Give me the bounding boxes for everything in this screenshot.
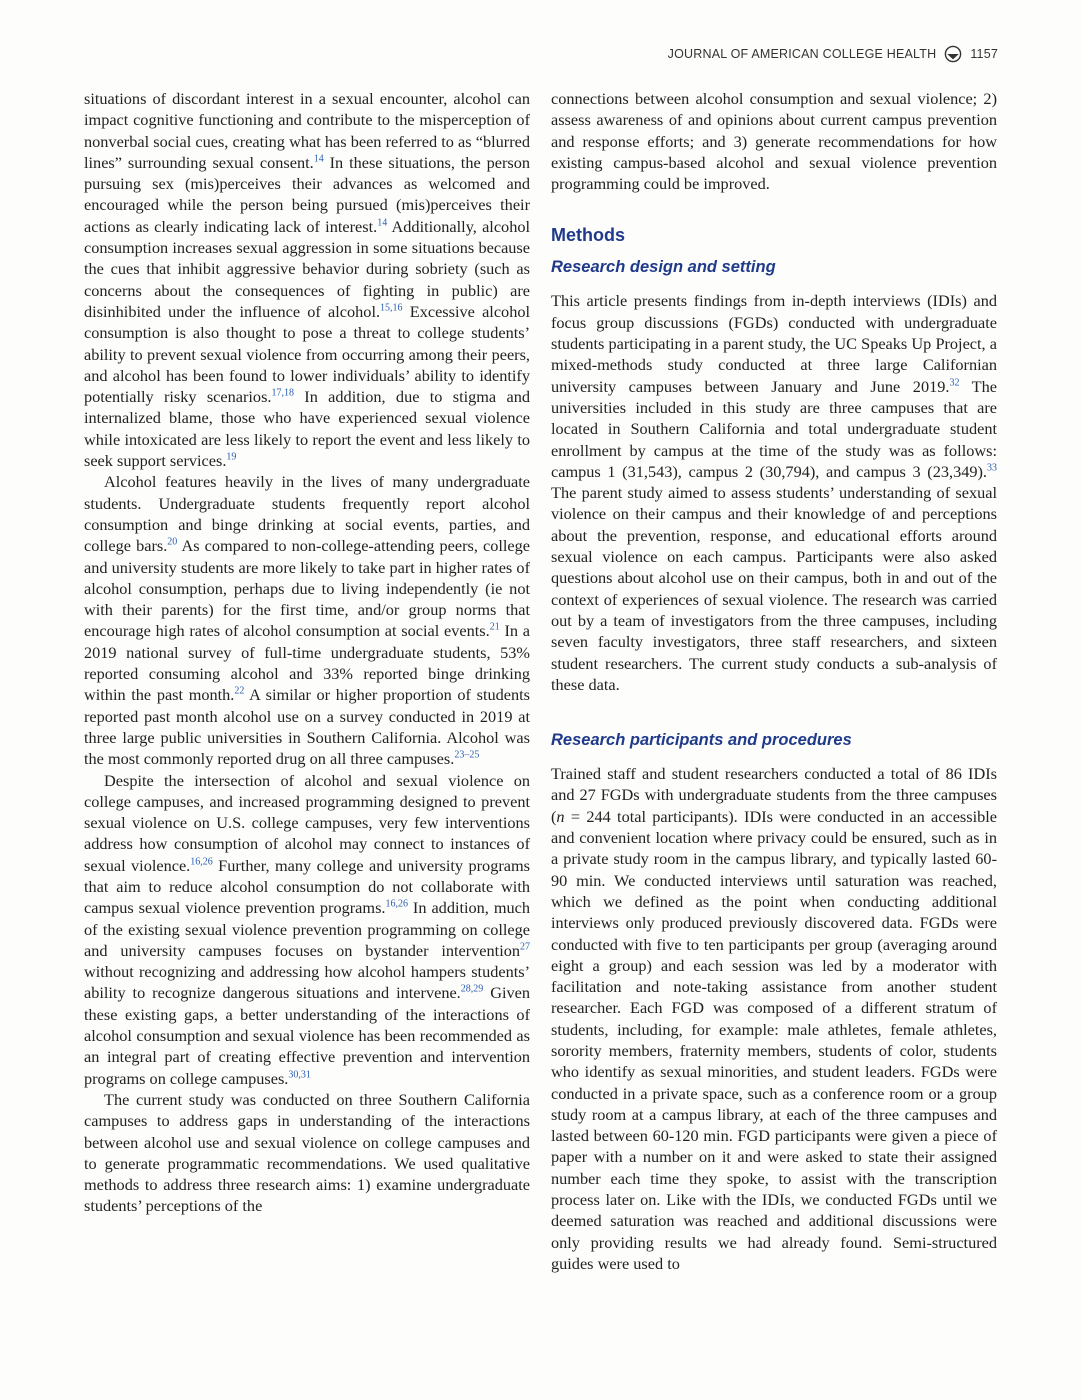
paragraph: Trained staff and student researchers conducted a total of 86 IDIs and 27 FGDs with undergraduate students from the three campuses (n = 244 total participants). IDIs were conducted in an accessible and convenient location where privacy could be ensured, such as in a private study room in the campus library, and typically lasted 60-90 min. We conducted interviews until saturation was reached, which we defined as the point when conducting additional interviews only produced previously discovered data. FGDs were conducted with five to ten participants per group (averaging around eight a group) and each session was led by a moderator with facilitation and note-taking assistance from another student researcher. Each FGD was composed of a different stratum of students, including, for example: male athletes, female athletes, sorority members, fraternity members, students of color, students who identify as sexual minorities, and student leaders. FGDs were conducted in a private space, such as a conference room or a group study room at a campus library, at each of the three campuses and lasted between 60-120 min. FGD participants were given a piece of paper with a number on it and were asked to state their assigned number each time they spoke, to assist with the transcription process later on. Like with the IDIs, we conducted FGDs until we deemed saturation was reached and additional discussions were only providing results we had already found. Semi-structured guides were used to [551, 764, 997, 1273]
citation-superscript[interactable]: 14 [313, 153, 324, 165]
journal-title: JOURNAL OF AMERICAN COLLEGE HEALTH [667, 47, 937, 61]
subsection-heading-design: Research design and setting [551, 258, 776, 277]
citation-superscript[interactable]: 19 [226, 451, 237, 463]
paragraph: This article presents findings from in-depth interviews (IDIs) and focus group discussions (FGDs) conducted with undergraduate students participating in a parent study, the UC Speaks Up Project, a mixed-methods study conducted at three large Californian university campuses between January and June 2019.32 The universities included in this study are three campuses that are located in Southern California and total undergraduate student enrollment by campus at the time of the study was as follows: campus 1 (31,543), campus 2 (30,794), and campus 3 (23,349).$^{33}$ The parent study aimed to assess students’ understanding of sexual violence on their campus and their knowledge of and perceptions about the prevention, response, and educational efforts around sexual violence on each campus. Participants were also asked questions about alcohol use on their campus, both in and out of the context of experiences of sexual violence. The research was carried out by a team of investigators from the three campuses, including seven faculty investigators, three staff researchers, and sixteen student researchers. The current study conducts a sub-analysis of these data. [551, 291, 997, 694]
citation-superscript[interactable]: 21 [489, 622, 500, 633]
left-column [84, 88, 530, 1217]
running-head [668, 44, 998, 64]
citation-superscript[interactable]: 22 [234, 685, 245, 697]
citation-superscript[interactable]: 23–25 [454, 749, 480, 761]
citation-superscript[interactable]: 20 [167, 536, 178, 548]
citation-superscript[interactable]: 14 [377, 217, 388, 229]
citation-superscript[interactable]: 27 [520, 941, 530, 953]
right-column [551, 88, 997, 1274]
paragraph: Alcohol features heavily in the lives of many undergraduate students. Undergraduate students frequently report alcohol consumption and binge drinking at social events, parties, and college bars.$^{20}$ As compared to non-college-attending peers, college and university students are more likely to take part in higher rates of alcohol consumption, perhaps due to living independently (ie not with their parents) for the first time, and/or group norms that encourage high rates of alcohol consumption at social events.$^{21}$ In a 2019 national survey of full-time undergraduate students, 53% reported consuming alcohol and 33% reported binge drinking within the past month.$^{22}$ A similar or higher proportion of students reported past month alcohol use on a survey conducted in 2019 at three large public universities in Southern California. Alcohol was the most commonly reported drug on all three campuses.$^{23-25}$ [84, 472, 531, 769]
paragraph: The current study was conducted on three Southern California campuses to address gaps in understanding of the interactions between alcohol use and sexual violence on college campuses and to generate programmatic recommendations. We used qualitative methods to address three research aims: 1) examine undergraduate students’ perceptions of the [84, 1089, 530, 1216]
citation-superscript[interactable]: 16,26 [385, 898, 408, 910]
paragraph: Despite the intersection of alcohol and sexual violence on college campuses, and increased programming designed to prevent sexual violence on U.S. college campuses, very few interventions address how consumption of alcohol may connect to instances of sexual violence.$^{16,26}$ Further, many college and university programs that aim to reduce alcohol consumption do not collaborate with campus sexual violence prevention programs.$^{16,26}$ In addition, much of the existing sexual violence prevention programming on college and university campuses focuses on bystander intervention$^{27}$ without recognizing and addressing how alcohol hampers students’ ability to recognize dangerous situations and intervene.$^{28,29}$ Given these existing gaps, a better understanding of the interactions of alcohol consumption and sexual violence has been recommended as an integral part of creating effective prevention and intervention programs on college campuses.$^{30,31}$ [84, 770, 531, 1088]
italic-symbol: n [556, 806, 565, 826]
section-heading-methods: Methods [551, 225, 625, 246]
subsection-heading-participants: Research participants and procedures [551, 731, 852, 750]
paragraph: connections between alcohol consumption and sexual violence; 2) assess awareness of and opinions about current campus prevention and response efforts; and 3) generate recommendations for how existing campus-based alcohol and sexual violence prevention programming could be improved. [551, 89, 997, 194]
citation-superscript[interactable]: 32 [949, 377, 960, 389]
citation-superscript[interactable]: 15,16 [380, 302, 403, 314]
paragraph: situations of discordant interest in a sexual encounter, alcohol can impact cognitive functioning and contribute to the misperception of nonverbal social cues, creating what has been referred to as “blurred lines” surrounding sexual consent.$^{14}$ In these situations, the person pursuing sex (mis)perceives their advances as welcomed and encouraged while the person being pursued (mis)perceives their actions as clearly indicating lack of interest.$^{14}$ Additionally, alcohol consumption increases sexual aggression in some situations because the cues that inhibit aggressive behavior during sobriety (such as concerns about the consequences of fighting in public) are disinhibited under the influence of alcohol.$^{15,16}$ Excessive alcohol consumption is also thought to pose a threat to college students’ ability to prevent sexual violence from occurring among their peers, and alcohol has been found to lower individuals’ ability to identify potentially risky scenarios.$^{17,18}$ In addition, due to stigma and internalized blame, those who have experienced sexual violence while intoxicated are less likely to report the event and less likely to seek support services.$^{19}$ [84, 89, 531, 471]
journal-logo-icon [944, 45, 962, 63]
citation-superscript[interactable]: 33 [987, 462, 997, 474]
citation-superscript[interactable]: 28,29 [460, 984, 484, 996]
citation-superscript[interactable]: 16,26 [190, 856, 213, 868]
page-number: 1157 [970, 47, 998, 61]
citation-superscript[interactable]: 17,18 [271, 387, 294, 399]
citation-superscript[interactable]: 30,31 [288, 1069, 311, 1081]
